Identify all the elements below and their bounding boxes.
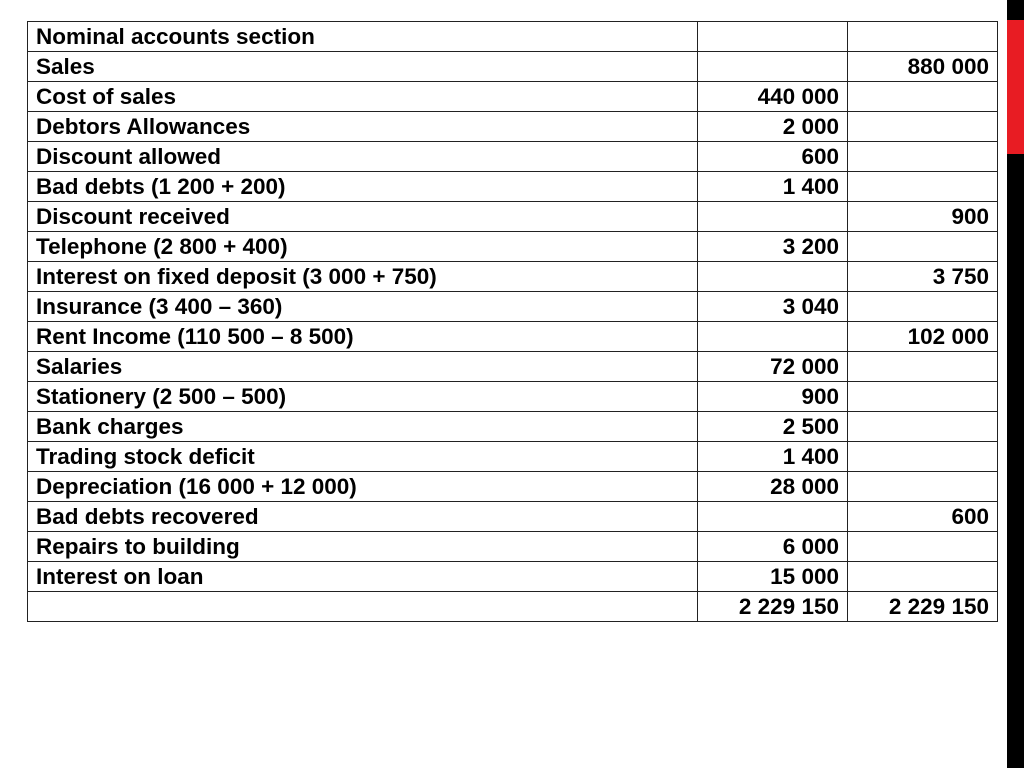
account-description-cell: Telephone (2 800 + 400)	[28, 232, 698, 262]
credit-amount-cell	[848, 562, 998, 592]
account-description-cell: Discount allowed	[28, 142, 698, 172]
table-row	[28, 82, 998, 112]
debit-amount-cell: 2 229 150	[698, 592, 848, 622]
credit-amount-cell	[848, 352, 998, 382]
credit-amount-cell	[848, 142, 998, 172]
credit-amount-cell: 102 000	[848, 322, 998, 352]
account-description-cell: Interest on fixed deposit (3 000 + 750)	[28, 262, 698, 292]
account-description-cell: Insurance (3 400 – 360)	[28, 292, 698, 322]
debit-amount-cell	[698, 52, 848, 82]
table-row	[28, 592, 998, 622]
credit-amount-cell	[848, 232, 998, 262]
table-row	[28, 472, 998, 502]
account-description-cell: Nominal accounts section	[28, 22, 698, 52]
debit-amount-cell: 72 000	[698, 352, 848, 382]
table-row	[28, 502, 998, 532]
credit-amount-cell	[848, 82, 998, 112]
credit-amount-cell	[848, 172, 998, 202]
account-description-cell: Bad debts recovered	[28, 502, 698, 532]
debit-amount-cell: 3 200	[698, 232, 848, 262]
debit-amount-cell	[698, 262, 848, 292]
table-row	[28, 322, 998, 352]
table-row	[28, 382, 998, 412]
debit-amount-cell: 900	[698, 382, 848, 412]
account-description-cell: Rent Income (110 500 – 8 500)	[28, 322, 698, 352]
credit-amount-cell	[848, 472, 998, 502]
table-row	[28, 232, 998, 262]
account-description-cell: Discount received	[28, 202, 698, 232]
debit-amount-cell: 440 000	[698, 82, 848, 112]
account-description-cell: Interest on loan	[28, 562, 698, 592]
account-description-cell: Bad debts (1 200 + 200)	[28, 172, 698, 202]
table-row	[28, 562, 998, 592]
account-description-cell: Bank charges	[28, 412, 698, 442]
debit-amount-cell	[698, 322, 848, 352]
debit-amount-cell: 3 040	[698, 292, 848, 322]
debit-amount-cell: 2 000	[698, 112, 848, 142]
table-row	[28, 412, 998, 442]
table-row	[28, 22, 998, 52]
account-description-cell: Stationery (2 500 – 500)	[28, 382, 698, 412]
credit-amount-cell: 600	[848, 502, 998, 532]
table-row	[28, 202, 998, 232]
account-description-cell: Depreciation (16 000 + 12 000)	[28, 472, 698, 502]
credit-amount-cell: 880 000	[848, 52, 998, 82]
table-row	[28, 142, 998, 172]
table-row	[28, 172, 998, 202]
account-description-cell: Salaries	[28, 352, 698, 382]
account-description-cell: Debtors Allowances	[28, 112, 698, 142]
table-row	[28, 442, 998, 472]
credit-amount-cell	[848, 22, 998, 52]
credit-amount-cell: 3 750	[848, 262, 998, 292]
credit-amount-cell	[848, 292, 998, 322]
credit-amount-cell	[848, 382, 998, 412]
credit-amount-cell: 2 229 150	[848, 592, 998, 622]
credit-amount-cell	[848, 532, 998, 562]
debit-amount-cell: 1 400	[698, 442, 848, 472]
table-row	[28, 52, 998, 82]
table-row	[28, 262, 998, 292]
account-description-cell: Cost of sales	[28, 82, 698, 112]
nominal-accounts-table	[27, 21, 998, 622]
debit-amount-cell: 1 400	[698, 172, 848, 202]
table-row	[28, 352, 998, 382]
account-description-cell	[28, 592, 698, 622]
credit-amount-cell	[848, 112, 998, 142]
account-description-cell: Trading stock deficit	[28, 442, 698, 472]
account-description-cell: Repairs to building	[28, 532, 698, 562]
debit-amount-cell: 600	[698, 142, 848, 172]
debit-amount-cell: 15 000	[698, 562, 848, 592]
credit-amount-cell	[848, 442, 998, 472]
debit-amount-cell: 28 000	[698, 472, 848, 502]
debit-amount-cell	[698, 502, 848, 532]
account-description-cell: Sales	[28, 52, 698, 82]
slide-accent-bar	[1007, 20, 1024, 154]
table-row	[28, 112, 998, 142]
debit-amount-cell	[698, 202, 848, 232]
debit-amount-cell: 6 000	[698, 532, 848, 562]
table-row	[28, 292, 998, 322]
credit-amount-cell: 900	[848, 202, 998, 232]
credit-amount-cell	[848, 412, 998, 442]
debit-amount-cell	[698, 22, 848, 52]
table-row	[28, 532, 998, 562]
ledger-body	[28, 22, 998, 622]
debit-amount-cell: 2 500	[698, 412, 848, 442]
